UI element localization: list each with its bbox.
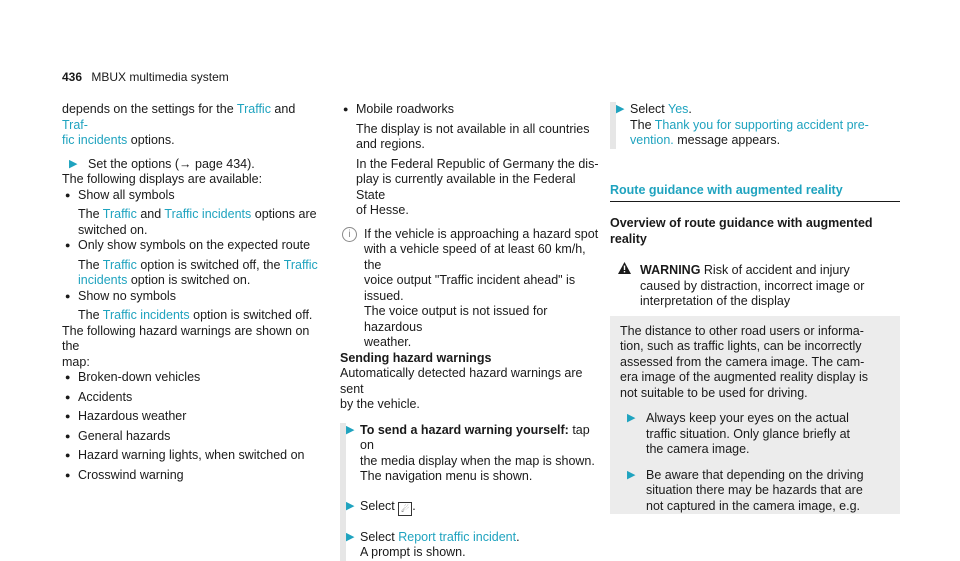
column-left bbox=[62, 102, 320, 483]
sending-desc bbox=[340, 366, 602, 413]
list-item bbox=[62, 448, 320, 464]
arrow-right-icon: ▶ bbox=[616, 103, 625, 115]
text: and regions. bbox=[356, 137, 425, 151]
list-item bbox=[62, 468, 320, 484]
warning-box bbox=[610, 261, 900, 514]
text: In the Federal Republic of Germany the dis- bbox=[356, 156, 599, 171]
text: If the vehicle is approaching a hazard spot bbox=[364, 226, 599, 241]
list-item bbox=[340, 102, 602, 118]
text: The navigation menu is shown. bbox=[360, 469, 533, 483]
text: the camera image. bbox=[646, 442, 750, 456]
step-select-yes bbox=[610, 102, 900, 149]
bullet-text: Mobile roadworks bbox=[356, 102, 454, 116]
traffic-incidents-ref: Traffic incidents bbox=[102, 308, 190, 322]
hazard-intro bbox=[62, 324, 320, 371]
text: The distance to other road users or informa- bbox=[620, 323, 864, 338]
list-item bbox=[62, 390, 320, 406]
warning-label: WARNING bbox=[640, 263, 701, 277]
text: by the vehicle. bbox=[340, 397, 420, 411]
warning-body bbox=[610, 316, 900, 515]
yes-ref: Yes bbox=[668, 102, 689, 116]
arrow-right-icon: ▶ bbox=[346, 530, 355, 543]
text: tap on bbox=[360, 422, 590, 452]
bullet-text: General hazards bbox=[78, 428, 171, 443]
text: and bbox=[136, 207, 165, 221]
bullet-icon: ● bbox=[65, 430, 71, 441]
section-title: Route guidance with augmented reality bbox=[610, 183, 900, 203]
text: . bbox=[412, 498, 416, 513]
text: not captured in the camera image, e.g. bbox=[646, 498, 861, 513]
text: . bbox=[688, 102, 692, 116]
text: assessed from the camera image. The cam- bbox=[620, 354, 865, 369]
roadworks-desc bbox=[340, 122, 602, 153]
text: The bbox=[630, 117, 655, 132]
warning-step-hazards bbox=[620, 468, 890, 515]
text: switched on. bbox=[78, 222, 148, 237]
report-traffic-incident-ref: Report traffic incident bbox=[398, 529, 517, 544]
no-symbols-desc bbox=[62, 308, 320, 324]
warning-step-eyes bbox=[620, 411, 890, 458]
intro-text: depends on the settings for the bbox=[62, 102, 237, 116]
text: play is currently available in the Federal State bbox=[356, 172, 576, 202]
warning-paragraph bbox=[620, 324, 890, 402]
intro-options: options. bbox=[127, 133, 175, 147]
text: voice output "Traffic incident ahead" is bbox=[364, 273, 576, 287]
traffic-incidents-ref-a: Traf- bbox=[62, 117, 88, 132]
note-text bbox=[364, 227, 602, 351]
bullet-text: Hazardous weather bbox=[78, 409, 187, 423]
steps-block bbox=[340, 423, 602, 561]
info-note bbox=[340, 227, 602, 351]
warning-triangle-icon bbox=[618, 262, 631, 279]
text: Risk of accident and injury bbox=[700, 263, 850, 277]
text: tion, such as traffic lights, can be incorrectly bbox=[620, 339, 862, 353]
bullet-icon: ● bbox=[65, 391, 71, 402]
list-item bbox=[62, 370, 320, 386]
traffic-option-ref: Traffic bbox=[102, 207, 137, 221]
bullet-icon: ● bbox=[343, 104, 349, 114]
text: with a vehicle speed of at least 60 km/h, the bbox=[364, 242, 586, 272]
text: of Hesse. bbox=[356, 203, 409, 217]
text: Select bbox=[630, 102, 668, 116]
bullet-icon: ● bbox=[65, 240, 71, 250]
column-middle bbox=[340, 102, 602, 561]
traffic-incidents-ref: Traffic incidents bbox=[164, 207, 252, 221]
text: Select bbox=[360, 529, 399, 544]
list-item bbox=[62, 409, 320, 425]
text: option is switched on. bbox=[127, 273, 251, 287]
traffic-incidents-ref-b: incidents bbox=[78, 273, 128, 287]
hazard-report-icon: ☄ bbox=[398, 502, 412, 516]
text: The following hazard warnings are shown on the bbox=[62, 323, 310, 353]
arrow-right-icon: ▶ bbox=[346, 423, 355, 436]
text: The voice output is not issued for hazardous bbox=[364, 304, 548, 334]
text: era image of the augmented reality display is bbox=[620, 370, 869, 384]
steps-block bbox=[610, 102, 900, 149]
text: reality bbox=[610, 231, 647, 246]
bullet-icon: ● bbox=[65, 189, 71, 200]
page-number: 436 bbox=[62, 70, 83, 84]
text: the media display when the map is shown. bbox=[360, 453, 595, 468]
list-item bbox=[62, 289, 320, 305]
bullet-icon: ● bbox=[65, 411, 71, 421]
text: options are bbox=[251, 207, 317, 221]
text: The bbox=[78, 257, 103, 272]
bullet-text: Broken-down vehicles bbox=[78, 370, 201, 384]
text: weather. bbox=[364, 335, 412, 349]
arrow-right-icon: ▶ bbox=[627, 412, 636, 424]
bullet-icon: ● bbox=[65, 372, 71, 382]
message-ref-b: vention. bbox=[630, 133, 674, 147]
text: situation there may be hazards that are bbox=[646, 483, 863, 497]
bullet-text: Only show symbols on the expected route bbox=[78, 238, 311, 252]
text: The bbox=[78, 207, 103, 221]
intro-paragraph bbox=[62, 102, 320, 149]
traffic-option-ref: Traffic bbox=[102, 257, 137, 272]
text: map: bbox=[62, 354, 90, 369]
bullet-icon: ● bbox=[65, 469, 71, 480]
hazard-list bbox=[62, 370, 320, 483]
text: not suitable to be used for driving. bbox=[620, 385, 808, 400]
text: issued. bbox=[364, 288, 404, 303]
bullet-text: Show no symbols bbox=[78, 288, 176, 303]
step-send-warning bbox=[340, 423, 602, 485]
text: Select bbox=[360, 498, 399, 513]
text: A prompt is shown. bbox=[360, 545, 466, 559]
info-icon: i bbox=[342, 227, 357, 242]
text: Be aware that depending on the driving bbox=[646, 467, 864, 482]
list-item bbox=[62, 238, 320, 254]
page-header bbox=[62, 70, 229, 86]
text: The display is not available in all countries bbox=[356, 121, 590, 136]
bullet-text: Accidents bbox=[78, 389, 133, 404]
step-text bbox=[360, 499, 602, 516]
step-set-options bbox=[62, 157, 320, 173]
step-text bbox=[646, 411, 890, 458]
overview-heading bbox=[610, 216, 900, 247]
text: option is switched off. bbox=[189, 308, 313, 322]
step-text bbox=[360, 423, 602, 485]
following-displays: The following displays are available: bbox=[62, 172, 263, 186]
step-text bbox=[630, 102, 900, 149]
only-route-desc bbox=[62, 258, 320, 289]
text: traffic situation. Only glance briefly at bbox=[646, 426, 851, 441]
traffic-option-ref: Traffic bbox=[236, 102, 271, 116]
arrow-right-icon: ▶ bbox=[627, 468, 636, 481]
bullet-text: Crosswind warning bbox=[78, 467, 184, 482]
column-right bbox=[610, 102, 900, 514]
manual-title: MBUX multimedia system bbox=[91, 70, 229, 84]
bullet-text: Hazard warning lights, when switched on bbox=[78, 448, 305, 462]
step-select-icon bbox=[340, 499, 602, 516]
step-report-incident bbox=[340, 530, 602, 561]
show-all-desc bbox=[62, 207, 320, 238]
text: message appears. bbox=[673, 133, 781, 147]
text: . bbox=[516, 529, 520, 544]
warning-header bbox=[610, 261, 900, 316]
arrow-right-icon: ▶ bbox=[346, 499, 355, 512]
intro-and: and bbox=[270, 102, 296, 116]
message-ref-a: Thank you for supporting accident pre- bbox=[654, 117, 869, 132]
germany-desc bbox=[340, 157, 602, 219]
text: To send a hazard warning yourself: bbox=[360, 422, 569, 437]
sending-heading: Sending hazard warnings bbox=[340, 350, 492, 365]
text: option is switched off, the bbox=[136, 257, 284, 272]
bullet-icon: ● bbox=[65, 450, 71, 460]
step-text: Set the options (→ page 434). bbox=[88, 156, 255, 171]
list-item bbox=[62, 429, 320, 445]
traffic-incidents-ref-a: Traffic bbox=[283, 257, 318, 272]
bullet-text: Show all symbols bbox=[78, 187, 175, 202]
traffic-incidents-ref-b: fic incidents bbox=[62, 133, 128, 147]
bullet-icon: ● bbox=[65, 290, 71, 301]
text: caused by distraction, incorrect image or bbox=[640, 278, 865, 293]
arrow-right-icon: ▶ bbox=[69, 157, 78, 170]
text: The bbox=[78, 308, 103, 322]
list-item bbox=[62, 188, 320, 204]
step-text bbox=[646, 468, 890, 515]
text: Overview of route guidance with augmented bbox=[610, 216, 873, 230]
text: Always keep your eyes on the actual bbox=[646, 411, 849, 425]
text: Automatically detected hazard warnings are sent bbox=[340, 366, 583, 396]
warning-text bbox=[640, 263, 900, 310]
step-text bbox=[360, 530, 602, 561]
text: interpretation of the display bbox=[640, 294, 791, 308]
